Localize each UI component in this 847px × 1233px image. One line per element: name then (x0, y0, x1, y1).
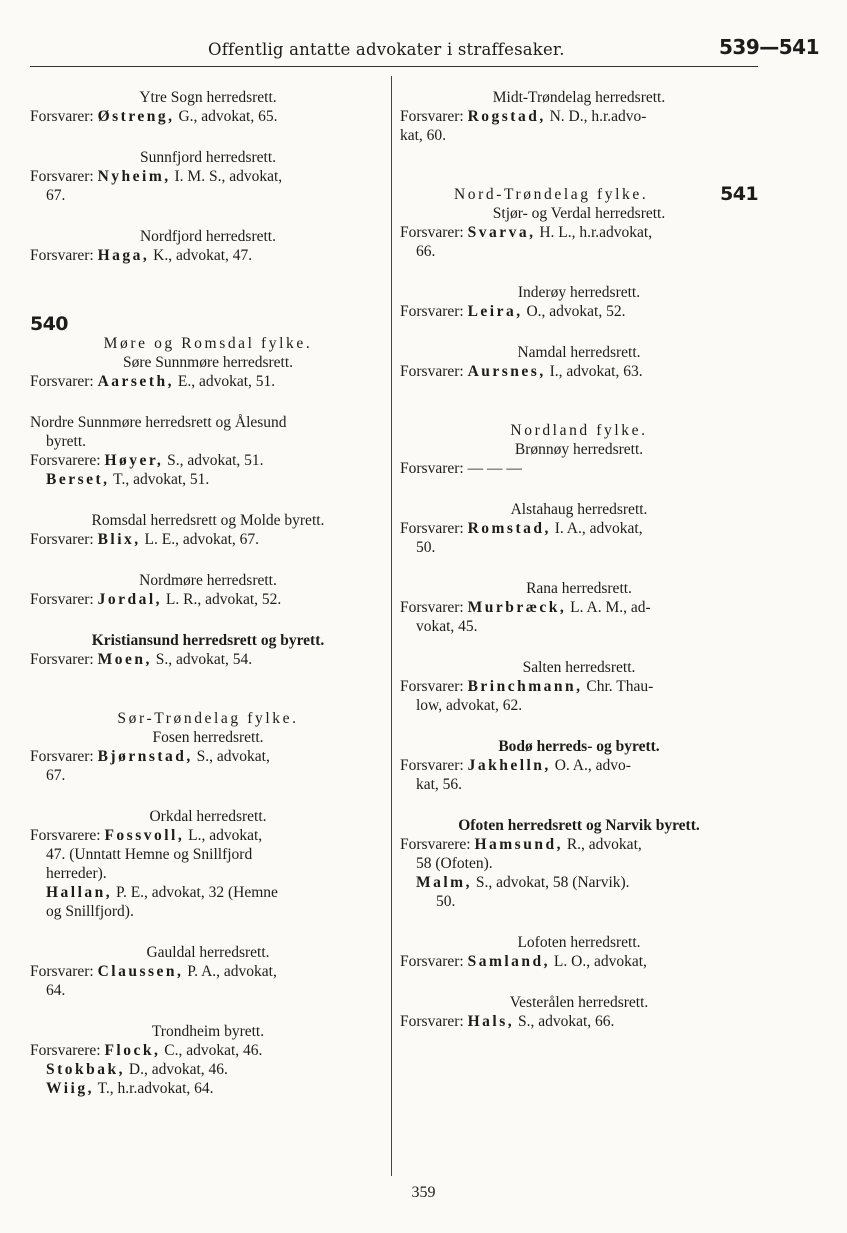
advocate-name: Hamsund, (474, 836, 563, 853)
advocate-name: Hallan, (46, 884, 113, 901)
entry-continuation: low, advokat, 62. (416, 697, 523, 714)
entry-bronnoy (400, 459, 758, 478)
entry-third-advocate (30, 1079, 386, 1098)
county-nordland: Nordland fylke. (510, 422, 648, 439)
entry-details: P. A., advokat, (187, 963, 277, 980)
entry-stjor-verdal (400, 223, 758, 242)
entry-label: Forsvarer: (30, 963, 94, 980)
entry-continuation: 50. (416, 539, 436, 556)
court-midt-trondelag: Midt-Trøndelag herredsrett. (492, 89, 666, 106)
entry-label: Forsvarer: (400, 520, 464, 537)
entry-details: K., advokat, 47. (153, 247, 253, 264)
entry-rana (400, 598, 758, 617)
court-gauldal: Gauldal herredsrett. (146, 944, 270, 961)
advocate-name: Høyer, (104, 452, 164, 469)
court-alstahaug: Alstahaug herredsrett. (510, 501, 648, 518)
court-vesteralen: Vesterålen herredsrett. (509, 994, 649, 1011)
court-lofoten: Lofoten herredsrett. (517, 934, 641, 951)
entry-continuation: 64. (46, 982, 66, 999)
court-inderoy: Inderøy herredsrett. (517, 284, 641, 301)
entry-details: L. E., advokat, 67. (144, 531, 260, 548)
entry-midt-trondelag (400, 107, 758, 126)
entry-label: Forsvarer: (30, 108, 94, 125)
court-stjor-verdal: Stjør- og Verdal herredsrett. (492, 205, 666, 222)
entry-continuation: og Snillfjord). (46, 903, 134, 920)
entry-continuation: kat, 56. (416, 776, 463, 793)
entry-lofoten (400, 952, 758, 971)
entry-continuation: 58 (Ofoten). (416, 855, 493, 872)
advocate-name: Østreng, (97, 108, 175, 125)
right-column (400, 88, 758, 1031)
entry-details: I., advokat, 63. (549, 363, 643, 380)
court-kristiansund: Kristiansund herredsrett og byrett. (91, 632, 325, 649)
advocate-name: Stokbak, (46, 1061, 126, 1078)
entry-label: Forsvarer: (400, 953, 464, 970)
advocate-name: Claussen, (97, 963, 184, 980)
entry-details: C., advokat, 46. (164, 1042, 263, 1059)
court-ofoten: Ofoten herredsrett og Narvik byrett. (458, 817, 700, 834)
advocate-name: Jordal, (97, 591, 163, 608)
advocate-name: Bjørnstad, (97, 748, 193, 765)
entry-second-advocate (30, 470, 386, 489)
advocate-name: Aarseth, (97, 373, 174, 390)
entry-label: Forsvarer: (30, 168, 94, 185)
entry-details: D., advokat, 46. (128, 1061, 228, 1078)
entry-label: Forsvarere: (400, 836, 471, 853)
court-romsdal: Romsdal herredsrett og Molde byrett. (91, 512, 325, 529)
advocate-name: Malm, (416, 874, 472, 891)
entry-kristiansund (30, 650, 386, 669)
entry-namdal (400, 362, 758, 381)
entry-label: Forsvarer: (400, 678, 464, 695)
entry-sunnfjord (30, 167, 386, 186)
entry-nordmore (30, 590, 386, 609)
advocate-name: Wiig, (46, 1080, 94, 1097)
entry-details: S., advokat, (196, 748, 270, 765)
advocate-name: Romstad, (467, 520, 551, 537)
entry-salten (400, 677, 758, 696)
entry-details: N. D., h.r.advo- (549, 108, 647, 125)
court-rana: Rana herredsrett. (526, 580, 632, 597)
entry-details: S., advokat, 54. (155, 651, 253, 668)
left-column (30, 88, 386, 1098)
column-divider (391, 76, 392, 1176)
court-namdal: Namdal herredsrett. (517, 344, 641, 361)
entry-label: Forsvarer: (400, 303, 464, 320)
county-sor-trondelag: Sør-Trøndelag fylke. (117, 710, 299, 727)
entry-sore-sunnmore (30, 372, 386, 391)
section-number-541: 541 (720, 183, 758, 205)
advocate-name: Fossvoll, (104, 827, 185, 844)
entry-label: Forsvarer: (30, 373, 94, 390)
entry-label: Forsvarere: (30, 827, 101, 844)
entry-continuation: kat, 60. (400, 127, 447, 144)
advocate-name: Samland, (467, 953, 551, 970)
entry-details: O., advokat, 52. (526, 303, 626, 320)
court-bronnoy: Brønnøy herredsrett. (514, 441, 644, 458)
advocate-name: Murbræck, (467, 599, 567, 616)
entry-details: S., advokat, 58 (Narvik). (475, 874, 630, 891)
court-ytre-sogn: Ytre Sogn herredsrett. (139, 89, 277, 106)
entry-label: Forsvarer: (400, 363, 464, 380)
entry-details: P. E., advokat, 32 (Hemne (116, 884, 278, 901)
entry-details: H. L., h.r.advokat, (539, 224, 653, 241)
court-bodo: Bodø herreds- og byrett. (498, 738, 660, 755)
header-rule (30, 66, 758, 67)
advocate-name: Leira, (467, 303, 523, 320)
entry-continuation: vokat, 45. (416, 618, 478, 635)
entry-continuation: 66. (416, 243, 436, 260)
header-title: Offentlig antatte advokater i straffesaker. (208, 40, 565, 59)
advocate-name: Hals, (467, 1013, 515, 1030)
court-nordfjord: Nordfjord herredsrett. (139, 228, 276, 245)
entry-romsdal (30, 530, 386, 549)
court-fosen: Fosen herredsrett. (152, 729, 264, 746)
entry-ytre-sogn (30, 107, 386, 126)
advocate-name: Flock, (104, 1042, 161, 1059)
entry-details: T., h.r.advokat, 64. (97, 1080, 214, 1097)
entry-details: L., advokat, (188, 827, 263, 844)
entry-label: Forsvarer: (400, 108, 464, 125)
entry-label: Forsvarer: (400, 599, 464, 616)
court-continuation: byrett. (46, 433, 87, 450)
court-nordre-sunnmore: Nordre Sunnmøre herredsrett og Ålesund (30, 414, 287, 431)
court-sunnfjord: Sunnfjord herredsrett. (139, 149, 277, 166)
entry-label: Forsvarere: (30, 1042, 101, 1059)
entry-trondheim (30, 1041, 386, 1060)
running-header (30, 35, 819, 62)
court-nordmore: Nordmøre herredsrett. (139, 572, 277, 589)
county-row-nord-trondelag (400, 185, 758, 204)
entry-continuation: herreder). (46, 865, 107, 882)
entry-details: R., advokat, (566, 836, 642, 853)
entry-label: Forsvarer: (30, 748, 94, 765)
court-orkdal: Orkdal herredsrett. (149, 808, 267, 825)
advocate-name: Aursnes, (467, 363, 546, 380)
entry-bodo (400, 756, 758, 775)
advocate-name: Jakhelln, (467, 757, 551, 774)
entry-label: Forsvarer: (30, 247, 94, 264)
entry-ofoten (400, 835, 758, 854)
entry-nordre-sunnmore (30, 451, 386, 470)
entry-label: Forsvarere: (30, 452, 101, 469)
entry-continuation: 67. (46, 767, 66, 784)
entry-continuation: 50. (436, 893, 456, 910)
advocate-name: Berset, (46, 471, 110, 488)
court-sore-sunnmore: Søre Sunnmøre herredsrett. (122, 354, 294, 371)
advocate-name: Nyheim, (97, 168, 171, 185)
entry-details: L. A. M., ad- (570, 599, 651, 616)
entry-label: Forsvarer: (400, 460, 464, 477)
entry-details: S., advokat, 66. (517, 1013, 615, 1030)
header-page-range: 539—541 (719, 35, 819, 59)
entry-alstahaug (400, 519, 758, 538)
court-salten: Salten herredsrett. (522, 659, 636, 676)
entry-label: Forsvarer: (400, 1013, 464, 1030)
entry-details: I. M. S., advokat, (174, 168, 283, 185)
entry-second-advocate (30, 1060, 386, 1079)
entry-inderoy (400, 302, 758, 321)
entry-details: L. O., advokat, (553, 953, 647, 970)
county-nord-trondelag: Nord-Trøndelag fylke. (454, 186, 649, 203)
advocate-name: Blix, (97, 531, 141, 548)
entry-vesteralen (400, 1012, 758, 1031)
entry-nordfjord (30, 246, 386, 265)
entry-details: S., advokat, 51. (167, 452, 264, 469)
entry-details: I. A., advokat, (554, 520, 643, 537)
entry-details: G., advokat, 65. (178, 108, 278, 125)
entry-label: Forsvarer: (400, 757, 464, 774)
county-more-og-romsdal: Møre og Romsdal fylke. (103, 335, 313, 352)
entry-details: L. R., advokat, 52. (165, 591, 282, 608)
court-trondheim: Trondheim byrett. (151, 1023, 265, 1040)
advocate-name: Svarva, (467, 224, 536, 241)
entry-details: O. A., advo- (554, 757, 631, 774)
advocate-name: Moen, (97, 651, 152, 668)
section-number-540: 540 (30, 313, 68, 335)
entry-label: Forsvarer: (30, 591, 94, 608)
page-number: 359 (411, 1184, 436, 1201)
entry-label: Forsvarer: (400, 224, 464, 241)
entry-continuation: 47. (Unntatt Hemne og Snillfjord (46, 846, 253, 863)
entry-fosen (30, 747, 386, 766)
entry-details: — — — (467, 460, 522, 477)
entry-details: E., advokat, 51. (177, 373, 276, 390)
entry-gauldal (30, 962, 386, 981)
entry-label: Forsvarer: (30, 651, 94, 668)
entry-second-advocate (30, 883, 386, 902)
entry-details: T., advokat, 51. (113, 471, 210, 488)
entry-orkdal (30, 826, 386, 845)
entry-label: Forsvarer: (30, 531, 94, 548)
advocate-name: Haga, (97, 247, 150, 264)
advocate-name: Brinchmann, (467, 678, 583, 695)
entry-details: Chr. Thau- (586, 678, 654, 695)
entry-continuation: 67. (46, 187, 66, 204)
advocate-name: Rogstad, (467, 108, 546, 125)
entry-second-advocate (400, 873, 758, 892)
